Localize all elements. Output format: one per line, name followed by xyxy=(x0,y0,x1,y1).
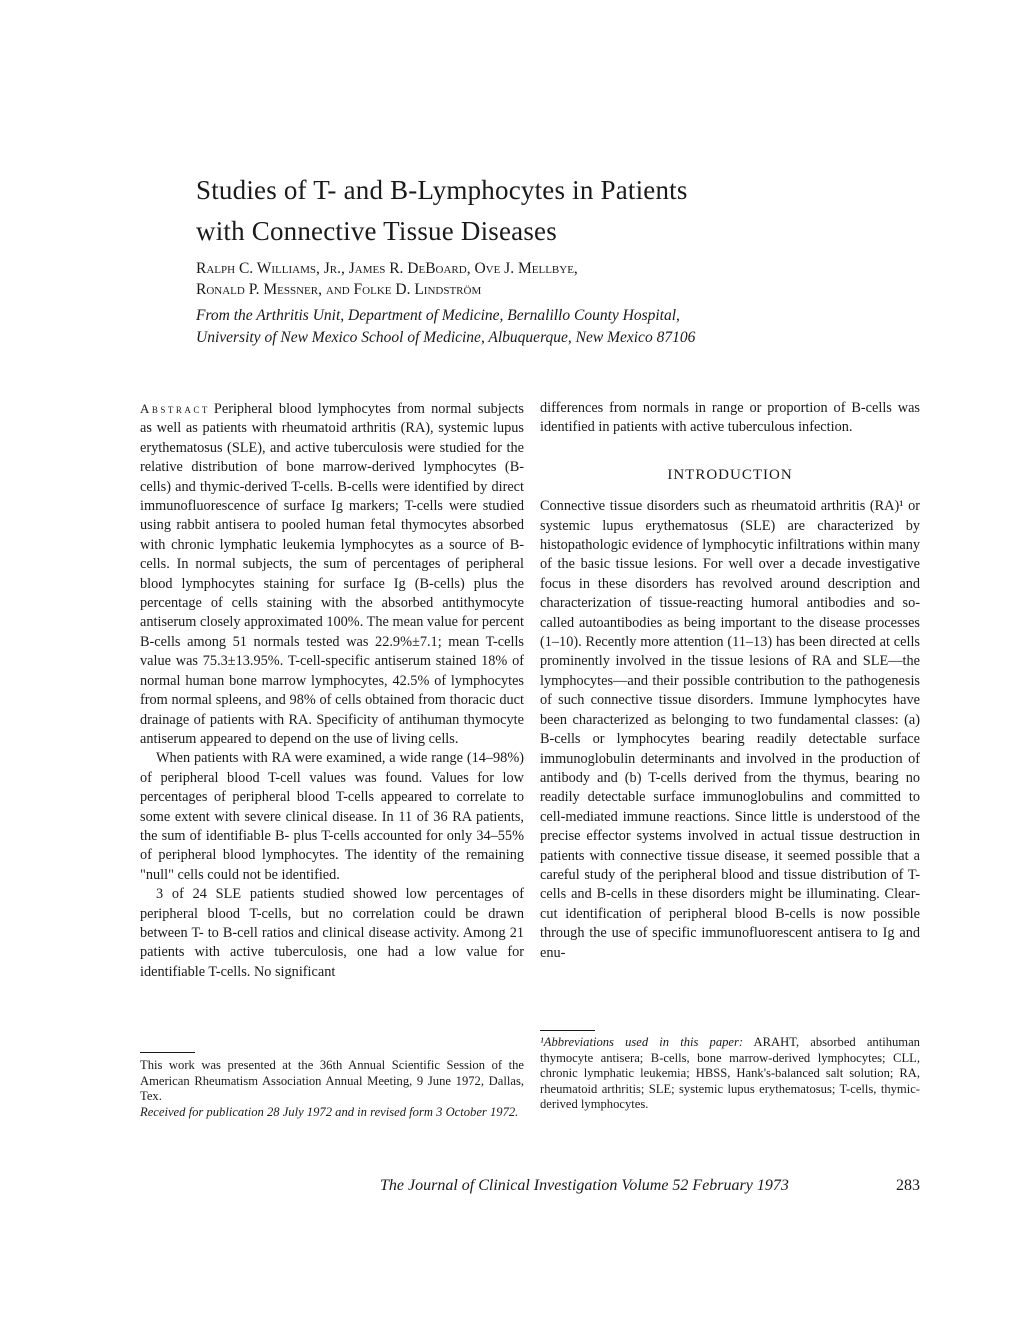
title-line-1: Studies of T- and B-Lymphocytes in Patients xyxy=(196,175,688,206)
abstract-label: Abstract xyxy=(140,401,210,416)
authors-line-2: Ronald P. Messner, and Folke D. Lindström xyxy=(196,281,482,298)
abstract-text-1: Peripheral blood lymphocytes from normal subjects as well as patients with rheumatoid arthritis (RA), systemic lupus erythematosus (SLE), and active tuberculosis were studied for the relative distribution of bone marrow-derived lymphocytes (B-cells) and thymic-derived T-cells. B-cells were identified by direct immunofluorescence of surface Ig markers; T-cells were studied using rabbit antisera to pooled human fetal thymocytes absorbed with chronic lymphatic leukemia lymphocytes as a source of B-cells. In normal subjects, the sum of percentages of peripheral blood lymphocytes staining for surface Ig (B-cells) plus the percentage of cells staining with the absorbed antithymocyte antiserum closely approximated 100%. The mean value for percent B-cells among 51 normals tested was 22.9%±7.1; mean T-cells value was 75.3±13.95%. T-cell-specific antiserum stained 18% of normal human bone marrow lymphocytes, 42.5% of lymphocytes from normal spleens, and 98% of cells obtained from thoracic duct drainage of patients with RA. Specificity of antihuman thymocyte antiserum appeared to depend on the use of living cells. xyxy=(140,401,524,747)
introduction-body: Connective tissue disorders such as rheumatoid arthritis (RA)¹ or systemic lupus erythematosus (SLE) are characterized by histopathologic evidence of lymphocytic infiltrations within many of the basic tissue lesions. For well over a decade investigative focus in these disorders has revolved around description and characterization of tissue-reacting humoral antibodies and so-called autoantibodies as being important to the disease processes (1–10). Recently more attention (11–13) has been directed at cells prominently involved in the tissue lesions of RA and SLE—the lymphocytes—and their possible contribution to the pathogenesis of such connective tissue disorders. Immune lymphocytes have been characterized as belonging to two fundamental classes: (a) B-cells or lymphocytes bearing readily detectable surface immunoglobulin determinants and involved in the production of antibody and (b) T-cells derived from the thymus, bearing no readily detectable surface immunoglobulins and committed to cell-mediated immune reactions. Since little is understood of the precise effector systems involved in actual tissue destruction in patients with connective tissue disease, it seemed possible that a careful study of the peripheral blood and tissue distribution of T-cells and B-cells in these disorders might be illuminating. Clear-cut identification of peripheral blood B-cells is now possible through the use of specific immunofluorescent antisera to Ig and enu- xyxy=(540,498,920,961)
received-note: Received for publication 28 July 1972 and in revised form 3 October 1972. xyxy=(140,1104,519,1119)
footnote-divider-right xyxy=(540,1030,595,1031)
right-column xyxy=(540,399,920,963)
journal-citation: The Journal of Clinical Investigation Volume 52 February 1973 xyxy=(380,1177,789,1194)
abbreviations-text: ARAHT, absorbed antihuman thymocyte antisera; B-cells, bone marrow-derived lymphocytes; CLL, chronic lymphatic leukemia; HBSS, Hank's-balanced salt solution; RA, rheumatoid arthritis; SLE; systemic lupus erythematosus; T-cells, thymic-derived lymphocytes. xyxy=(540,1035,920,1112)
footnote-left xyxy=(140,1058,524,1120)
footnote-right xyxy=(540,1035,920,1113)
introduction-heading: INTRODUCTION xyxy=(667,466,793,483)
affiliation-line-2: University of New Mexico School of Medicine, Albuquerque, New Mexico 87106 xyxy=(196,329,696,346)
abbreviations-label: ¹Abbreviations used in this paper: xyxy=(540,1035,744,1049)
article-title xyxy=(196,170,816,252)
presentation-note: This work was presented at the 36th Annual Scientific Session of the American Rheumatism Association Annual Meeting, 9 June 1972, Dallas, Tex. xyxy=(140,1058,524,1104)
title-line-2: with Connective Tissue Diseases xyxy=(196,216,557,247)
abstract-paragraph-4: differences from normals in range or proportion of B-cells was identified in patients with active tuberculous infection. xyxy=(540,400,920,436)
page-number: 283 xyxy=(896,1177,920,1194)
affiliation xyxy=(196,305,856,349)
left-column xyxy=(140,399,524,982)
abstract-paragraph-3: 3 of 24 SLE patients studied showed low percentages of peripheral blood T-cells, but no correlation could be drawn between T- to B-cell ratios and clinical disease activity. Among 21 patients with active tuberculosis, one had a low value for identifiable T-cells. No significant xyxy=(140,886,524,980)
footnote-divider-left xyxy=(140,1052,195,1053)
affiliation-line-1: From the Arthritis Unit, Department of Medicine, Bernalillo County Hospital, xyxy=(196,307,680,324)
authors-line-1: Ralph C. Williams, Jr., James R. DeBoard, Ove J. Mellbye, xyxy=(196,260,578,277)
author-list xyxy=(196,258,816,300)
journal-footer xyxy=(380,1177,920,1195)
abstract-paragraph-2: When patients with RA were examined, a wide range (14–98%) of peripheral blood T-cell values was found. Values for low percentages of peripheral blood T-cells appeared to correlate to some extent with severe clinical disease. In 11 of 36 RA patients, the sum of identifiable B- plus T-cells accounted for only 34–55% of peripheral blood lymphocytes. The identity of the remaining "null" cells could not be identified. xyxy=(140,750,524,883)
abstract-paragraph-1 xyxy=(140,399,524,749)
